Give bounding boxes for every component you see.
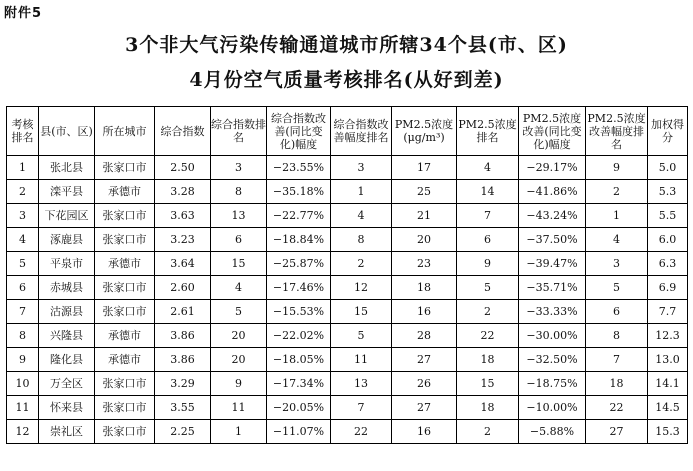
table-cell: 3.64 [155, 252, 211, 276]
table-cell: 14.1 [648, 372, 688, 396]
table-cell: 张家口市 [95, 420, 155, 444]
header-cell: PM2.5浓度排名 [457, 107, 519, 156]
table-cell: 27 [392, 348, 457, 372]
table-cell: −5.88% [519, 420, 586, 444]
table-cell: 3.86 [155, 348, 211, 372]
table-cell: 6 [457, 228, 519, 252]
table-cell: 11 [211, 396, 267, 420]
table-cell: 承德市 [95, 180, 155, 204]
table-cell: −35.18% [267, 180, 331, 204]
table-cell: 万全区 [39, 372, 95, 396]
table-cell: 22 [586, 396, 648, 420]
table-cell: −17.34% [267, 372, 331, 396]
table-cell: 21 [392, 204, 457, 228]
table-cell: 兴隆县 [39, 324, 95, 348]
table-cell: −33.33% [519, 300, 586, 324]
table-cell: 13 [211, 204, 267, 228]
table-cell: 隆化县 [39, 348, 95, 372]
table-cell: 1 [586, 204, 648, 228]
table-cell: 23 [392, 252, 457, 276]
table-cell: 15 [211, 252, 267, 276]
table-cell: −22.77% [267, 204, 331, 228]
table-cell: 4 [7, 228, 39, 252]
table-cell: 5 [586, 276, 648, 300]
table-cell: 5 [211, 300, 267, 324]
table-cell: −11.07% [267, 420, 331, 444]
table-cell: 12 [7, 420, 39, 444]
table-cell: −18.84% [267, 228, 331, 252]
document-title-line-2: 4月份空气质量考核排名(从好到差) [189, 69, 504, 91]
table-cell: 沽源县 [39, 300, 95, 324]
table-cell: 18 [586, 372, 648, 396]
table-cell: 22 [457, 324, 519, 348]
table-cell: 6 [7, 276, 39, 300]
table-cell: −22.02% [267, 324, 331, 348]
table-cell: 11 [7, 396, 39, 420]
table-cell: 1 [211, 420, 267, 444]
table-cell: 9 [457, 252, 519, 276]
table-row [7, 420, 688, 444]
table-cell: 18 [392, 276, 457, 300]
header-cell: PM2.5浓度改善幅度排名 [586, 107, 648, 156]
table-cell: 5.3 [648, 180, 688, 204]
table-cell: 8 [7, 324, 39, 348]
header-cell: 所在城市 [95, 107, 155, 156]
table-cell: −25.87% [267, 252, 331, 276]
header-cell: PM2.5浓度(μg/m³) [392, 107, 457, 156]
table-cell: 15 [457, 372, 519, 396]
table-cell: −17.46% [267, 276, 331, 300]
table-cell: 5.0 [648, 156, 688, 180]
table-cell: 张家口市 [95, 396, 155, 420]
table-cell: 怀来县 [39, 396, 95, 420]
table-cell: 3.86 [155, 324, 211, 348]
table-cell: 13 [331, 372, 392, 396]
table-cell: 2.50 [155, 156, 211, 180]
table-cell: 8 [331, 228, 392, 252]
table-cell: 12.3 [648, 324, 688, 348]
header-cell: 综合指数改善幅度排名 [331, 107, 392, 156]
header-cell: 县(市、区) [39, 107, 95, 156]
table-cell: 5 [331, 324, 392, 348]
table-cell: 18 [457, 396, 519, 420]
table-row [7, 276, 688, 300]
table-row [7, 228, 688, 252]
table-cell: 13.0 [648, 348, 688, 372]
table-cell: 16 [392, 420, 457, 444]
table-cell: 27 [586, 420, 648, 444]
table-cell: −10.00% [519, 396, 586, 420]
table-cell: −30.00% [519, 324, 586, 348]
table-cell: 6 [586, 300, 648, 324]
table-cell: −20.05% [267, 396, 331, 420]
table-cell: 7 [7, 300, 39, 324]
table-cell: 3.29 [155, 372, 211, 396]
table-cell: −43.24% [519, 204, 586, 228]
ranking-table [6, 106, 688, 444]
table-cell: 14.5 [648, 396, 688, 420]
table-cell: 2 [457, 420, 519, 444]
table-cell: 8 [211, 180, 267, 204]
table-row [7, 252, 688, 276]
table-cell: 3 [586, 252, 648, 276]
table-cell: 25 [392, 180, 457, 204]
table-cell: −32.50% [519, 348, 586, 372]
table-cell: 崇礼区 [39, 420, 95, 444]
table-cell: 张家口市 [95, 228, 155, 252]
table-cell: 滦平县 [39, 180, 95, 204]
table-cell: 6 [211, 228, 267, 252]
table-cell: 3 [331, 156, 392, 180]
table-cell: 5.5 [648, 204, 688, 228]
table-cell: 张家口市 [95, 372, 155, 396]
table-cell: 承德市 [95, 348, 155, 372]
table-cell: 4 [586, 228, 648, 252]
table-cell: 2 [331, 252, 392, 276]
table-cell: 张家口市 [95, 276, 155, 300]
table-row [7, 348, 688, 372]
table-cell: 3.63 [155, 204, 211, 228]
table-cell: 张家口市 [95, 204, 155, 228]
table-cell: 3 [7, 204, 39, 228]
table-cell: 下花园区 [39, 204, 95, 228]
table-cell: 2 [7, 180, 39, 204]
document-title-line-1: 3个非大气污染传输通道城市所辖34个县(市、区) [125, 34, 568, 56]
table-cell: 张家口市 [95, 156, 155, 180]
table-cell: 5 [7, 252, 39, 276]
table-cell: 16 [392, 300, 457, 324]
table-cell: 26 [392, 372, 457, 396]
attachment-label: 附件5 [4, 6, 43, 21]
table-cell: 22 [331, 420, 392, 444]
table-cell: −18.75% [519, 372, 586, 396]
table-cell: 6.3 [648, 252, 688, 276]
header-cell: 加权得分 [648, 107, 688, 156]
table-cell: 14 [457, 180, 519, 204]
table-cell: 1 [7, 156, 39, 180]
table-cell: 8 [586, 324, 648, 348]
table-cell: 6.9 [648, 276, 688, 300]
table-cell: 4 [457, 156, 519, 180]
table-cell: 3.55 [155, 396, 211, 420]
table-cell: 3.28 [155, 180, 211, 204]
table-cell: 赤城县 [39, 276, 95, 300]
table-cell: −29.17% [519, 156, 586, 180]
table-cell: 平泉市 [39, 252, 95, 276]
table-cell: 27 [392, 396, 457, 420]
table-cell: 7 [586, 348, 648, 372]
table-cell: −35.71% [519, 276, 586, 300]
table-cell: −18.05% [267, 348, 331, 372]
table-cell: 张家口市 [95, 300, 155, 324]
table-cell: 1 [331, 180, 392, 204]
table-cell: 2.60 [155, 276, 211, 300]
table-cell: 12 [331, 276, 392, 300]
table-cell: 3 [211, 156, 267, 180]
table-cell: 20 [392, 228, 457, 252]
table-cell: 10 [7, 372, 39, 396]
table-cell: 9 [211, 372, 267, 396]
table-cell: −23.55% [267, 156, 331, 180]
table-cell: 20 [211, 324, 267, 348]
header-row [7, 107, 688, 156]
table-cell: 15 [331, 300, 392, 324]
table-cell: 7 [457, 204, 519, 228]
table-cell: 涿鹿县 [39, 228, 95, 252]
table-cell: 20 [211, 348, 267, 372]
header-cell: 综合指数改善(同比变化)幅度 [267, 107, 331, 156]
table-cell: 承德市 [95, 324, 155, 348]
table-cell: 2 [586, 180, 648, 204]
table-row [7, 324, 688, 348]
table-cell: 28 [392, 324, 457, 348]
table-row [7, 180, 688, 204]
table-cell: 4 [211, 276, 267, 300]
table-cell: 6.0 [648, 228, 688, 252]
table-cell: 15.3 [648, 420, 688, 444]
table-cell: 3.23 [155, 228, 211, 252]
header-cell: 综合指数排名 [211, 107, 267, 156]
table-cell: 7 [331, 396, 392, 420]
header-cell: 考核排名 [7, 107, 39, 156]
table-cell: 17 [392, 156, 457, 180]
table-cell: 2 [457, 300, 519, 324]
table-cell: −37.50% [519, 228, 586, 252]
table-cell: 4 [331, 204, 392, 228]
table-cell: 18 [457, 348, 519, 372]
table-cell: −39.47% [519, 252, 586, 276]
table-cell: −15.53% [267, 300, 331, 324]
table-cell: 9 [586, 156, 648, 180]
table-row [7, 156, 688, 180]
table-cell: 5 [457, 276, 519, 300]
header-cell: 综合指数 [155, 107, 211, 156]
table-cell: −41.86% [519, 180, 586, 204]
table-row [7, 396, 688, 420]
table-cell: 张北县 [39, 156, 95, 180]
table-cell: 2.61 [155, 300, 211, 324]
table-cell: 承德市 [95, 252, 155, 276]
table-cell: 7.7 [648, 300, 688, 324]
table-row [7, 300, 688, 324]
table-cell: 2.25 [155, 420, 211, 444]
header-cell: PM2.5浓度改善(同比变化)幅度 [519, 107, 586, 156]
table-cell: 11 [331, 348, 392, 372]
table-cell: 9 [7, 348, 39, 372]
table-row [7, 204, 688, 228]
table-row [7, 372, 688, 396]
